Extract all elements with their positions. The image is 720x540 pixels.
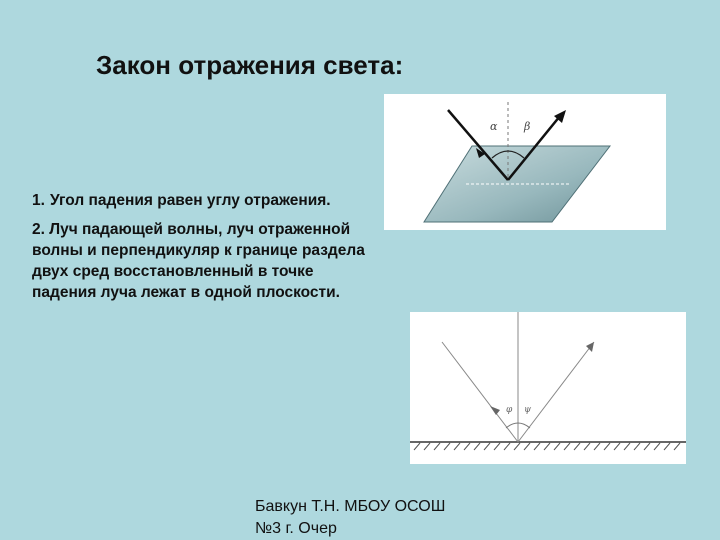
law-list	[32, 190, 377, 311]
alpha-label: α	[490, 120, 498, 133]
reflection-mirror-diagram	[384, 94, 666, 230]
reflection-mirror-svg	[384, 94, 666, 230]
author-footer	[255, 496, 445, 540]
footer-line: Бавкун Т.Н. МБОУ ОСОШ	[255, 498, 446, 515]
footer-line: №3 г. Очер	[255, 520, 337, 537]
reflection-angle-diagram	[410, 312, 686, 464]
list-item-text: Луч падающей волны, луч отраженной волны и перпендикуляр к границе раздела двух сред восстановленный в точке падения луча лежат в одной плоскости.	[32, 221, 365, 301]
psi-label: ψ	[524, 405, 532, 415]
beta-label: β	[524, 120, 531, 133]
list-item-text: Угол падения равен углу отражения.	[50, 192, 331, 209]
slide-title: Закон отражения света:	[96, 50, 404, 80]
reflection-angle-svg	[410, 312, 686, 464]
phi-label: φ	[506, 405, 513, 415]
list-item-number: 2.	[32, 221, 45, 238]
list-item	[32, 190, 377, 211]
surface-hatching	[414, 443, 680, 450]
list-item-number: 1.	[32, 192, 45, 209]
list-item	[32, 219, 377, 303]
arrowhead	[490, 406, 500, 415]
